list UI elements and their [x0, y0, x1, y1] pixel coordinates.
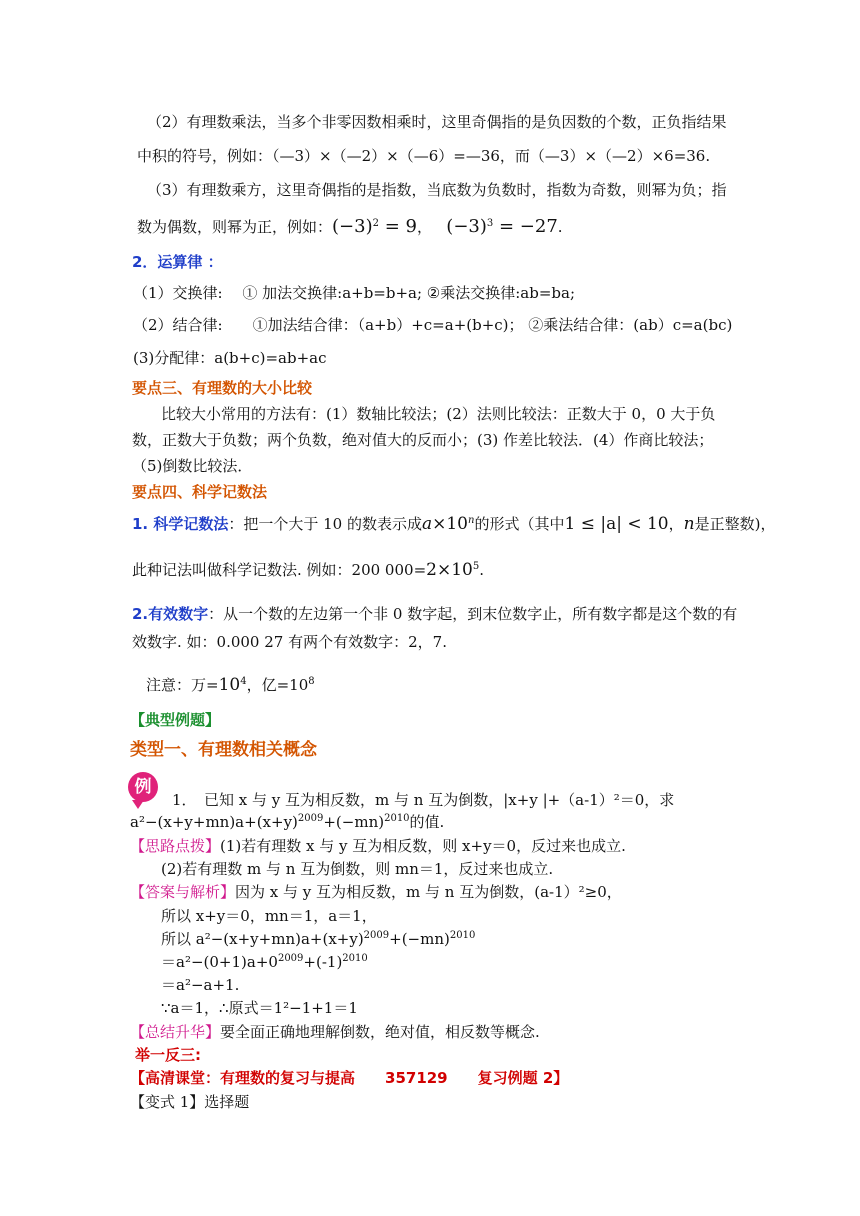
- power-example-1: $(-3)^2 = 9$: [332, 216, 417, 237]
- answer-line3: 所以 $a^2-(x+y+mn)a+(x+y)^{2009}+(-mn)^{2010}$: [161, 930, 476, 948]
- para-power-line1: （3）有理数乘方，这里奇偶指的是指数，当底数为负数时，指数为奇数，则幂为负；指: [147, 181, 727, 199]
- para-multiplication-line2: 中积的符号，例如：（—3）×（—2）×（—6）=—36，而（—3）×（—2）×6=36.: [137, 147, 711, 165]
- sci-notation-label: 1. 科学记数法: [132, 515, 229, 533]
- heading-operation-laws: 2．运算律 ：: [132, 253, 223, 271]
- law-commutative: （1）交换律: ① 加法交换律:a+b=b+a; ②乘法交换律:ab=ba;: [133, 284, 576, 302]
- answer-label: 【答案与解析】: [130, 883, 236, 901]
- summary-line: 【总结升华】要全面正确地理解倒数，绝对值，相反数等概念.: [130, 1023, 540, 1041]
- note-line: 注意：万$=10^4$，亿$=10^8$: [146, 675, 315, 695]
- compare-line2: 数，正数大于负数；两个负数，绝对值大的反而小；(3) 作差比较法．(4）作商比较法；: [132, 431, 714, 449]
- heading-type-one: 类型一、有理数相关概念: [130, 740, 317, 760]
- hint-label: 【思路点拨】: [130, 837, 221, 855]
- compare-line1: 比较大小常用的方法有：(1）数轴比较法；(2）法则比较法：正数大于 0，0 大于负: [161, 405, 716, 423]
- heading-point-three: 要点三、有理数的大小比较: [132, 379, 313, 397]
- example1-line1: 1． 已知 x 与 y 互为相反数，m 与 n 互为倒数，|x+y |+（a-1）²＝0，求: [172, 791, 675, 809]
- law-distributive: (3)分配律：a(b+c)=ab+ac: [133, 349, 327, 367]
- para-power-line2: 数为偶数，则幂为正，例如：$(-3)^2 = 9$， $(-3)^3 = -27$.: [137, 216, 563, 237]
- heading-typical-examples: 【典型例题】: [130, 711, 221, 729]
- hd-class-reference: 【高清课堂：有理数的复习与提高 357129 复习例题 2】: [130, 1069, 569, 1087]
- sci-range-expression: 1 ≤ |a| < 10: [564, 514, 669, 534]
- example1-line2: $a^2-(x+y+mn)a+(x+y)^{2009}+(-mn)^{2010}$的值.: [130, 813, 445, 831]
- power-text: 数为偶数，则幂为正，例如：: [137, 218, 333, 236]
- compare-line3: （5)倒数比较法．: [132, 457, 253, 475]
- power-example-2: $(-3)^3 = -27$: [446, 216, 558, 237]
- effective-digits-line1: 2.有效数字：从一个数的左边第一个非 0 数字起，到末位数字止，所有数字都是这个数的有: [132, 605, 738, 623]
- effective-digits-line2: 效数字. 如：0.000 27 有两个有效数字：2，7.: [132, 633, 447, 651]
- variant-heading: 【变式 1】选择题: [130, 1093, 250, 1111]
- answer-line6: ∵a＝1，∴原式＝1²−1+1＝1: [161, 999, 358, 1017]
- answer-line2: 所以 x+y＝0，mn＝1，a＝1，: [161, 907, 377, 925]
- sci-notation-line1: 1. 科学记数法：把一个大于 10 的数表示成$a\times 10^n$的形式（其中1 ≤ |a| < 10，n是正整数)，: [132, 514, 776, 534]
- hint-line1: 【思路点拨】(1)若有理数 x 与 y 互为相反数，则 x+y＝0，反过来也成立.: [130, 837, 626, 855]
- hint-line2: (2)若有理数 m 与 n 互为倒数，则 mn＝1，反过来也成立.: [161, 860, 554, 878]
- heading-analogy: 举一反三:: [135, 1046, 201, 1064]
- answer-line4: $=a^2-(0+1)a+0^{2009}+(-1)^{2010}$: [161, 953, 368, 971]
- sci-form-expression: $a\times 10^n$: [421, 514, 475, 534]
- answer-line5: ＝a²−a+1.: [161, 976, 240, 994]
- summary-label: 【总结升华】: [130, 1023, 221, 1041]
- sci-example-expression: $2\times 10^5$: [426, 560, 480, 580]
- sci-notation-line2: 此种记法叫做科学记数法. 例如：200 $000=2\times 10^5$.: [132, 560, 484, 580]
- effective-digits-label: 2.有效数字: [132, 605, 209, 623]
- para-multiplication-line1: （2）有理数乘法，当多个非零因数相乘时，这里奇偶指的是负因数的个数，正负指结果: [147, 113, 727, 131]
- example-badge: 例: [128, 772, 158, 802]
- heading-point-four: 要点四、科学记数法: [132, 483, 268, 501]
- law-associative: （2）结合律: ①加法结合律：（a+b）+c=a+(b+c)； ②乘法结合律：(ab）c=a(bc): [133, 316, 733, 334]
- answer-line1: 【答案与解析】因为 x 与 y 互为相反数，m 与 n 互为倒数，(a-1）²≥0，: [130, 883, 622, 901]
